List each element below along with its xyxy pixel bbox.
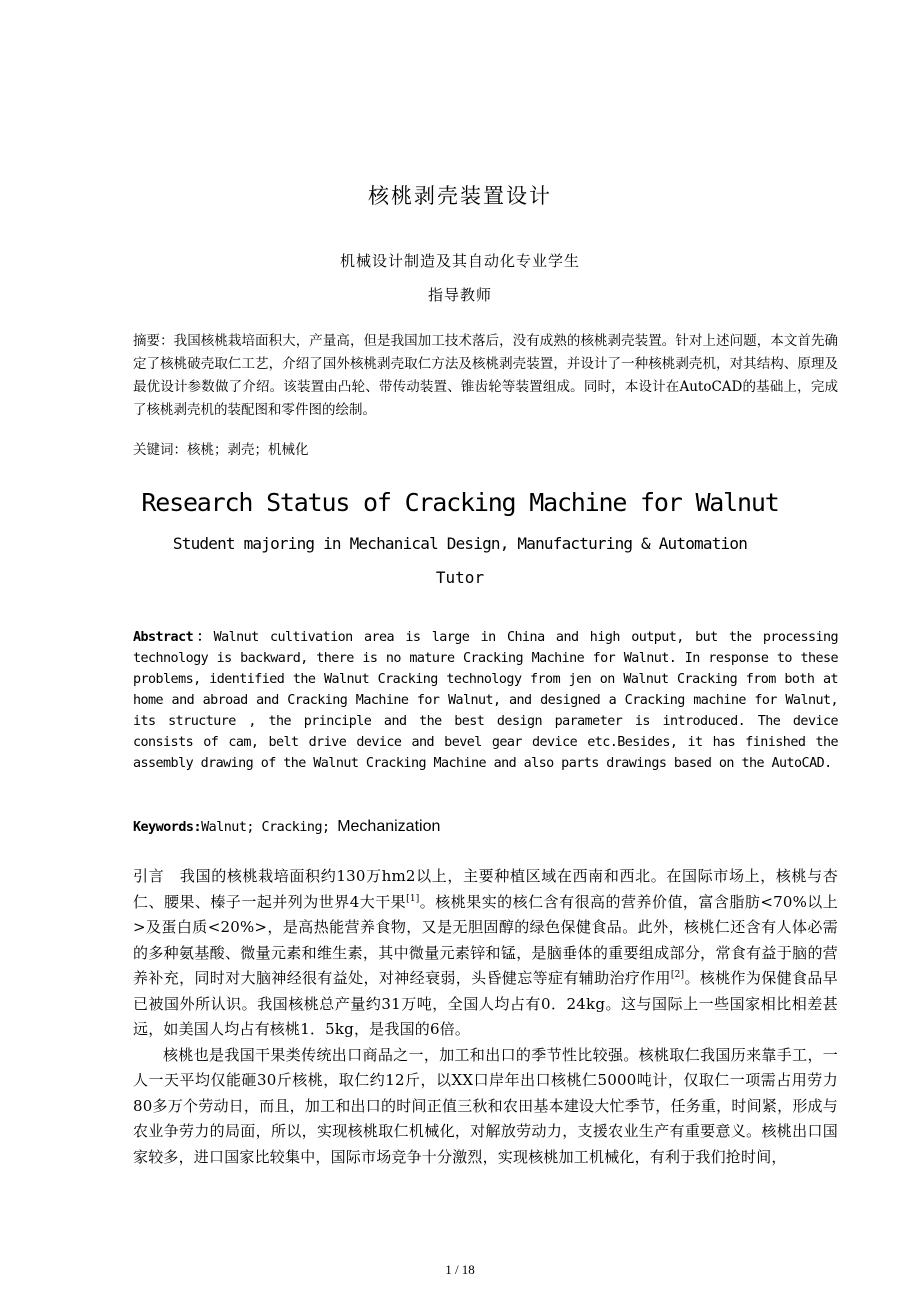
intro-p1-part3: 。核桃作为保健食品早已被国外所认识。我国核桃总产量约31万吨，全国人均占有0．24kg。这与国际上一些国家相比相差甚远，如美国人均占有核桃1．5kg，是我国的6倍。 xyxy=(133,969,838,1038)
abstract-en-text: Walnut cultivation area is large in China and high output, but the processing technology is backward, there is no mature Cracking Machine for Walnut. In response to these problems, identified the Walnut Cracking technology from jen on Walnut Cracking from both at home and abroad and Cracking Machine for Walnut, and designed a Cracking machine for Walnut, its structure , the principle and the best design parameter is introduced. The device consists of cam, belt drive device and bevel gear device etc.Besides, it has finished the assembly drawing of the Walnut Cracking Machine and also parts drawings based on the AutoCAD. xyxy=(133,630,838,771)
intro-paragraph-2: 核桃也是我国干果类传统出口商品之一，加工和出口的季节性比较强。核桃取仁我国历来靠手工，一人一天平均仅能砸30斤核桃，取仁约12斤，以XX口岸年出口核桃仁5000吨计，仅取仁一项需占用劳力80多万个劳动日，而且，加工和出口的时间正值三秋和农田基本建设大忙季节，任务重，时间紧，形成与农业争劳力的局面，所以，实现核桃取仁机械化，对解放劳动力，支援农业生产有重要意义。核桃出口国家较多，进口国家比较集中，国际市场竞争十分激烈，实现核桃加工机械化，有利于我们抢时间， xyxy=(133,1045,838,1166)
abstract-en xyxy=(133,627,838,774)
citation-1: [1] xyxy=(406,893,420,904)
keywords-en xyxy=(133,818,838,836)
intro-p1-part1: 引言 我国的核桃栽培面积约130万hm2以上，主要种植区域在西南和西北。在国际市场上，核桃与杏仁、腰果、榛子一起并列为世界4大干果 xyxy=(133,867,838,911)
keywords-en-last: Mechanization xyxy=(337,818,441,835)
keywords-en-label: Keywords: xyxy=(133,820,202,835)
keywords-en-text: Walnut; Cracking; xyxy=(201,820,338,835)
abstract-cn: 摘要：我国核桃栽培面积大，产量高，但是我国加工技术落后，没有成熟的核桃剥壳装置。针对上述问题，本文首先确定了核桃破壳取仁工艺，介绍了国外核桃剥壳取仁方法及核桃剥壳装置，并设计了一种核桃剥壳机，对其结构、原理及最优设计参数做了介绍。该装置由凸轮、带传动装置、锥齿轮等装置组成。同时，本设计在AutoCAD的基础上，完成了核桃剥壳机的装配图和零件图的绘制。 xyxy=(133,333,838,418)
intro-p1-part2: 。核桃果实的核仁含有很高的营养价值，富含脂肪<70%以上>及蛋白质<20%>，是高热能营养食物，又是无胆固醇的绿色保健食品。此外，核桃仁还含有人体必需的多种氨基酸、微量元素和维生素，其中微量元素锌和锰，是脑垂体的重要组成部分，常食有益于脑的营养补充，同时对大脑神经很有益处，对神经衰弱，头昏健忘等症有辅助治疗作用 xyxy=(133,892,838,987)
abstract-en-label: Abstract： xyxy=(133,630,214,645)
title-en: Research Status of Cracking Machine for Walnut xyxy=(141,488,779,517)
title-cn: 核桃剥壳装置设计 xyxy=(368,184,552,208)
citation-2: [2] xyxy=(670,970,685,980)
page-number: 1 / 18 xyxy=(445,1262,475,1277)
intro-paragraph-1 xyxy=(133,864,838,1043)
keywords-cn: 关键词：核桃；剥壳；机械化 xyxy=(133,442,309,458)
intro-body xyxy=(133,864,838,1170)
tutor-en: Tutor xyxy=(435,568,485,587)
tutor-cn: 指导教师 xyxy=(427,286,492,304)
major-en: Student majoring in Mechanical Design, Manufacturing & Automation xyxy=(172,534,748,553)
major-cn: 机械设计制造及其自动化专业学生 xyxy=(339,252,580,270)
